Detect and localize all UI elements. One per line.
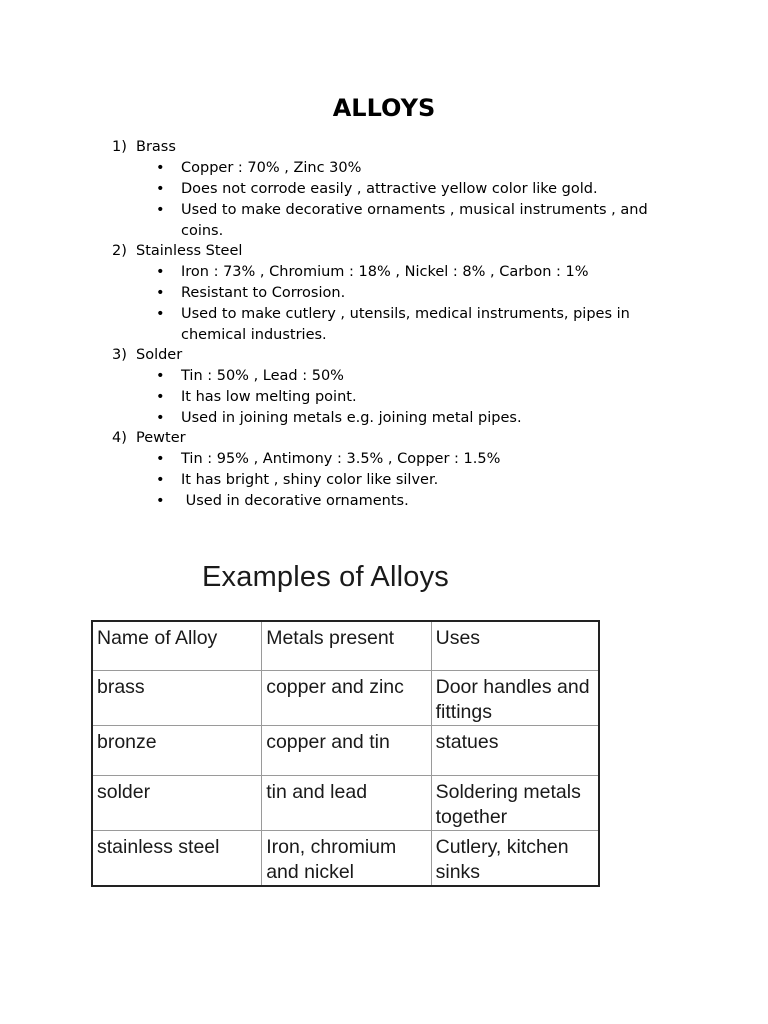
table-cell: statues xyxy=(431,725,599,775)
bullet-item: • It has bright , shiny color like silver. xyxy=(112,470,692,491)
bullet-item: • Used to make cutlery , utensils, medical instruments, pipes in chemical industries. xyxy=(112,304,692,346)
bullet-item: • It has low melting point. xyxy=(112,387,692,408)
bullet-item: • Used in joining metals e.g. joining metal pipes. xyxy=(112,408,692,429)
section-brass xyxy=(112,137,692,242)
bullet-list xyxy=(112,158,692,242)
section-number: 1) xyxy=(112,139,127,155)
bullet-item: • Does not corrode easily , attractive yellow color like gold. xyxy=(112,179,692,200)
bullet-item: • Resistant to Corrosion. xyxy=(112,283,692,304)
figure-title: Examples of Alloys xyxy=(202,561,449,593)
section-heading: Pewter xyxy=(136,430,186,446)
section-stainless-steel xyxy=(112,241,692,346)
table-header-cell: Name of Alloy xyxy=(92,621,262,670)
table-header-cell: Uses xyxy=(431,621,599,670)
table-row xyxy=(92,775,599,830)
section-heading: Solder xyxy=(136,347,183,363)
page-title: ALLOYS xyxy=(332,94,436,122)
table-cell: bronze xyxy=(92,725,262,775)
table-cell: Door handles and fittings xyxy=(431,670,599,725)
section-solder xyxy=(112,345,692,429)
bullet-item: • Iron : 73% , Chromium : 18% , Nickel : 8% , Carbon : 1% xyxy=(112,262,692,283)
bullet-item: • Used to make decorative ornaments , musical instruments , and coins. xyxy=(112,200,692,242)
table-cell: Soldering metals together xyxy=(431,775,599,830)
bullet-list xyxy=(112,449,692,512)
table-cell: copper and zinc xyxy=(262,670,431,725)
bullet-item: • Copper : 70% , Zinc 30% xyxy=(112,158,692,179)
bullet-item: • Tin : 50% , Lead : 50% xyxy=(112,366,692,387)
alloys-table xyxy=(91,620,600,887)
table-cell: Cutlery, kitchen sinks xyxy=(431,830,599,886)
table-cell: tin and lead xyxy=(262,775,431,830)
table-cell: copper and tin xyxy=(262,725,431,775)
section-pewter xyxy=(112,428,692,512)
section-number: 3) xyxy=(112,347,127,363)
table-row xyxy=(92,725,599,775)
table-cell: brass xyxy=(92,670,262,725)
table-header-cell: Metals present xyxy=(262,621,431,670)
table-cell: Iron, chromium and nickel xyxy=(262,830,431,886)
table-cell: stainless steel xyxy=(92,830,262,886)
table-cell: solder xyxy=(92,775,262,830)
table-row xyxy=(92,670,599,725)
table-row xyxy=(92,830,599,886)
bullet-list xyxy=(112,262,692,346)
section-number: 2) xyxy=(112,243,127,259)
section-number: 4) xyxy=(112,430,127,446)
section-heading: Brass xyxy=(136,139,176,155)
table-header-row xyxy=(92,621,599,670)
bullet-list xyxy=(112,366,692,429)
section-heading: Stainless Steel xyxy=(136,243,243,259)
bullet-item: • Used in decorative ornaments. xyxy=(112,491,692,512)
bullet-item: • Tin : 95% , Antimony : 3.5% , Copper : 1.5% xyxy=(112,449,692,470)
